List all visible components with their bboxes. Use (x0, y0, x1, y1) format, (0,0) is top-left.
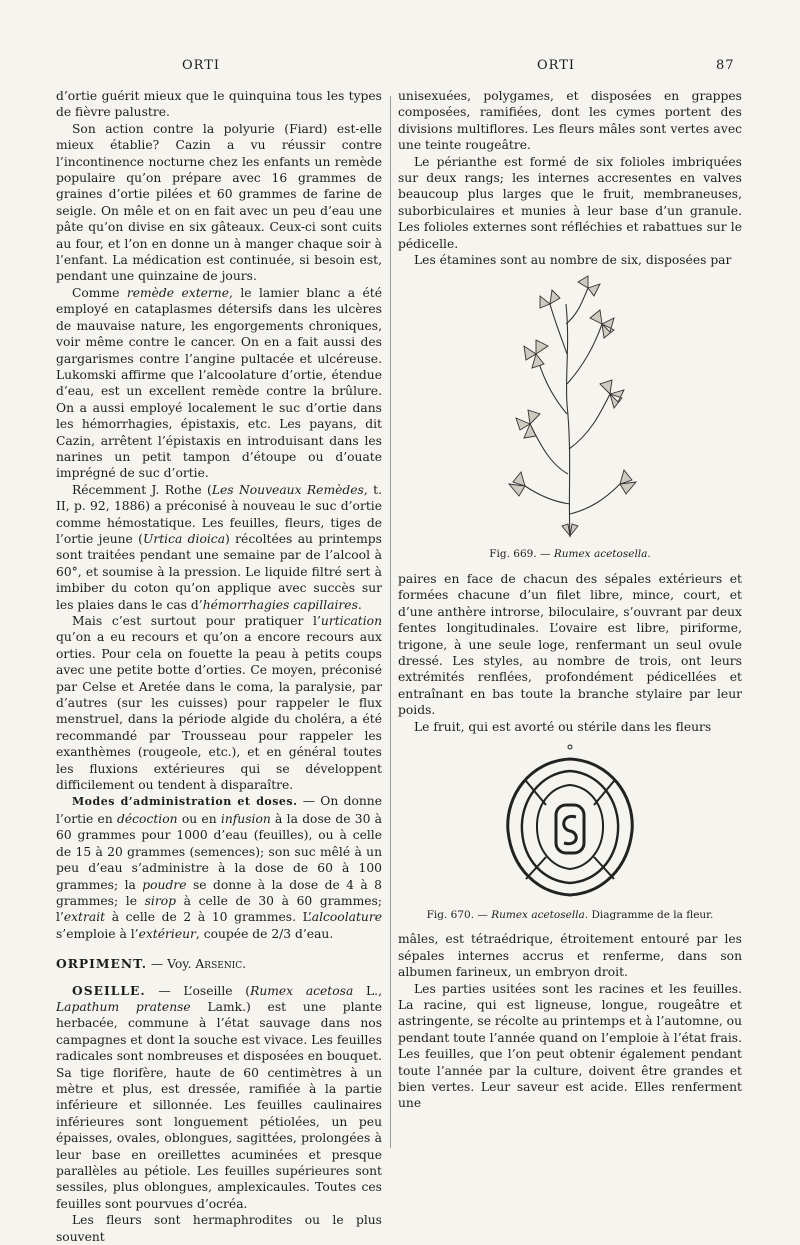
column-divider (390, 96, 391, 1148)
paragraph: mâles, est tétraédrique, étroitement entouré par les sépales internes accrus et renferme, dans son albumen farineux, un embryon droit. (398, 932, 742, 980)
right-column (398, 88, 742, 1112)
figure-670 (398, 741, 742, 923)
entry-heading: ORPIMENT. (56, 956, 148, 972)
page-number: 87 (716, 58, 735, 73)
paragraph: Les étamines sont au nombre de six, disposées par (414, 253, 732, 268)
paragraph: Les parties usitées sont les racines et les feuilles. La racine, qui est ligneuse, longue, rougeâtre et astringente, se récolte au printemps et à l’automne, ou pendant toute l’année quand on l’emploie à l’état frais. Les feuilles, que l’on peut obtenir également pendant toute l’année par la culture, doivent être grandes et bien vertes. Leur saveur est acide. Elles renferment une (398, 981, 742, 1111)
running-head-right: ORTI (537, 58, 576, 73)
entry-orpiment: ORPIMENT. — Voy. Arsenic. (56, 956, 247, 972)
left-column (56, 88, 382, 1245)
figure-caption: Fig. 669. — Rumex acetosella. (489, 548, 651, 561)
paragraph: d’ortie guérit mieux que le quinquina tous les types de fièvre palustre. (56, 89, 382, 120)
italic-term: remède externe (126, 285, 229, 300)
paragraph: Modes d’administration et doses. — On donne l’ortie en décoction ou en infusion à la dose de 30 à 60 grammes pour 1000 d’eau (feuilles), ou à celle de 15 à 20 grammes (semences); son suc mêlé à un peu d’eau s’administre à la dose de 60 à 100 grammes; la poudre se donne à la dose de 4 à 8 grammes; le sirop à celle de 30 à 60 grammes; l’extrait à celle de 2 à 10 grammes. L’alcoolature s’emploie à l’extérieur, coupée de 2/3 d’eau. (56, 794, 383, 941)
paragraph: Comme remède externe, le lamier blanc a été employé en cataplasmes détersifs dans les ulcères de mauvaise nature, les engorgements chroniques, voir même contre le cancer. On en a fait aussi des gargarismes contre l’angine pultacée et ulcéreuse. Lukomski affirme que l’alcoolature d’ortie, étendue d’eau, est un excellent remède contre la brûlure. On a aussi employé localement le suc d’ortie dans les hémorrhagies, épistaxis, etc. Les payans, dit Cazin, arrêtent l’épistaxis en introduisant dans les narines un petit tampon d’étoupe ou d’ouate imprégné de suc d’ortie. (56, 285, 382, 481)
figure-caption: Fig. 670. — Rumex acetosella. Diagramme de la fleur. (426, 908, 714, 921)
figure-669 (398, 274, 742, 562)
paragraph: unisexuées, polygames, et disposées en grappes composées, ramifiées, dont les cymes portent des divisions multiflores. Les fleurs mâles sont vertes avec une teinte rougeâtre. (398, 89, 742, 153)
running-head-left: ORTI (182, 58, 221, 73)
plant-illustration (470, 274, 670, 544)
section-subheading: Modes d’administration et doses. (72, 795, 298, 809)
flower-diagram (490, 741, 650, 905)
italic-term: hémorrhagies capillaires (202, 597, 358, 612)
entry-heading: OSEILLE. (72, 982, 146, 998)
paragraph: Mais c’est surtout pour pratiquer l’urtication qu’on a eu recours et qu’on a encore recours aux orties. Pour cela on fouette la peau à petits coups avec une petite botte d’orties. Ce moyen, préconisé par Celse et Aretée dans le coma, la paralysie, par d’autres (sur les cuisses) pour rappeler le flux menstruel, dans la période algide du choléra, a été recommandé par Trousseau pour rappeler les exanthèmes (rougeole, etc.), et en général toutes les fluxions extérieures qui se développent difficilement ou tendent à disparaître. (56, 614, 382, 793)
running-head (0, 58, 800, 78)
italic-term: Urtica dioica (142, 531, 226, 546)
cross-reference: Arsenic (195, 957, 243, 972)
paragraph: Le périanthe est formé de six folioles imbriquées sur deux rangs; les internes accresentes en valves beaucoup plus larges que le fruit, membraneuses, suborbiculaires et munies à leur base d’un granule. Les folioles externes sont réfléchies et rabattues sur le pédicelle. (398, 154, 742, 251)
italic-title: Les Nouveaux Remèdes (211, 482, 364, 497)
italic-term: urtication (320, 614, 382, 628)
paragraph: paires en face de chacun des sépales extérieurs et formées chacune d’un filet libre, mince, court, et d’une anthère introrse, biloculaire, s’ouvrant par deux fentes longitudinales. L’ovaire est libre, piriforme, trigone, à une seule loge, renfermant un seul ovule dressé. Les styles, au nombre de trois, ont leurs extrémités renflées, profondément pédicellées et entraînant en bas toute la branche stylaire par leur poids. (398, 571, 742, 718)
paragraph: Récemment J. Rothe (Les Nouveaux Remèdes, t. II, p. 92, 1886) a préconisé à nouveau le suc d’ortie comme hémostatique. Les feuilles, fleurs, tiges de l’ortie jeune (Urtica dioica) récoltées au printemps sont traitées pendant une semaine par de l’alcool à 60°, et soumise à la pression. Le liquide filtré sert à imbiber du coton qu’on applique avec succès sur les plaies dans le cas d’hémorrhagies capillaires. (56, 482, 383, 612)
paragraph: Les fleurs sont hermaphrodites ou le plus souvent (56, 1213, 382, 1244)
paragraph: Son action contre la polyurie (Fiard) est-elle mieux établie? Cazin a vu réussir contre l’incontinence nocturne chez les enfants un remède populaire qu’on prépare avec 16 grammes de graines d’ortie pilées et 60 grammes de farine de seigle. On mêle et on en fait avec un peu d’eau une pâte qu’on divise en six gâteaux. Ceux-ci sont cuits au four, et l’on en donne un à manger chaque soir à l’enfant. La médication est continuée, si besoin est, pendant une quinzaine de jours. (56, 121, 382, 284)
paragraph: Le fruit, qui est avorté ou stérile dans les fleurs (414, 719, 712, 734)
entry-oseille: OSEILLE. — L’oseille (Rumex acetosa L., Lapathum pratense Lamk.) est une plante herbacée, commune à l’état sauvage dans nos campagnes et dont la souche est vivace. Les feuilles radicales sont nombreuses et disposées en bouquet. Sa tige florifère, haute de 60 centimètres à un mètre et plus, est dressée, ramifiée à la partie inférieure et sillonnée. Les feuilles caulinaires inférieures sont longuement pétiolées, un peu épaisses, ovales, oblongues, sagittées, prolongées à leur base en oreillettes acuminées et presque parallèles au pétiole. Les feuilles supérieures sont sessiles, plus oblongues, amplexicaules. Toutes ces feuilles sont pourvues d’ocréa. (56, 982, 383, 1211)
